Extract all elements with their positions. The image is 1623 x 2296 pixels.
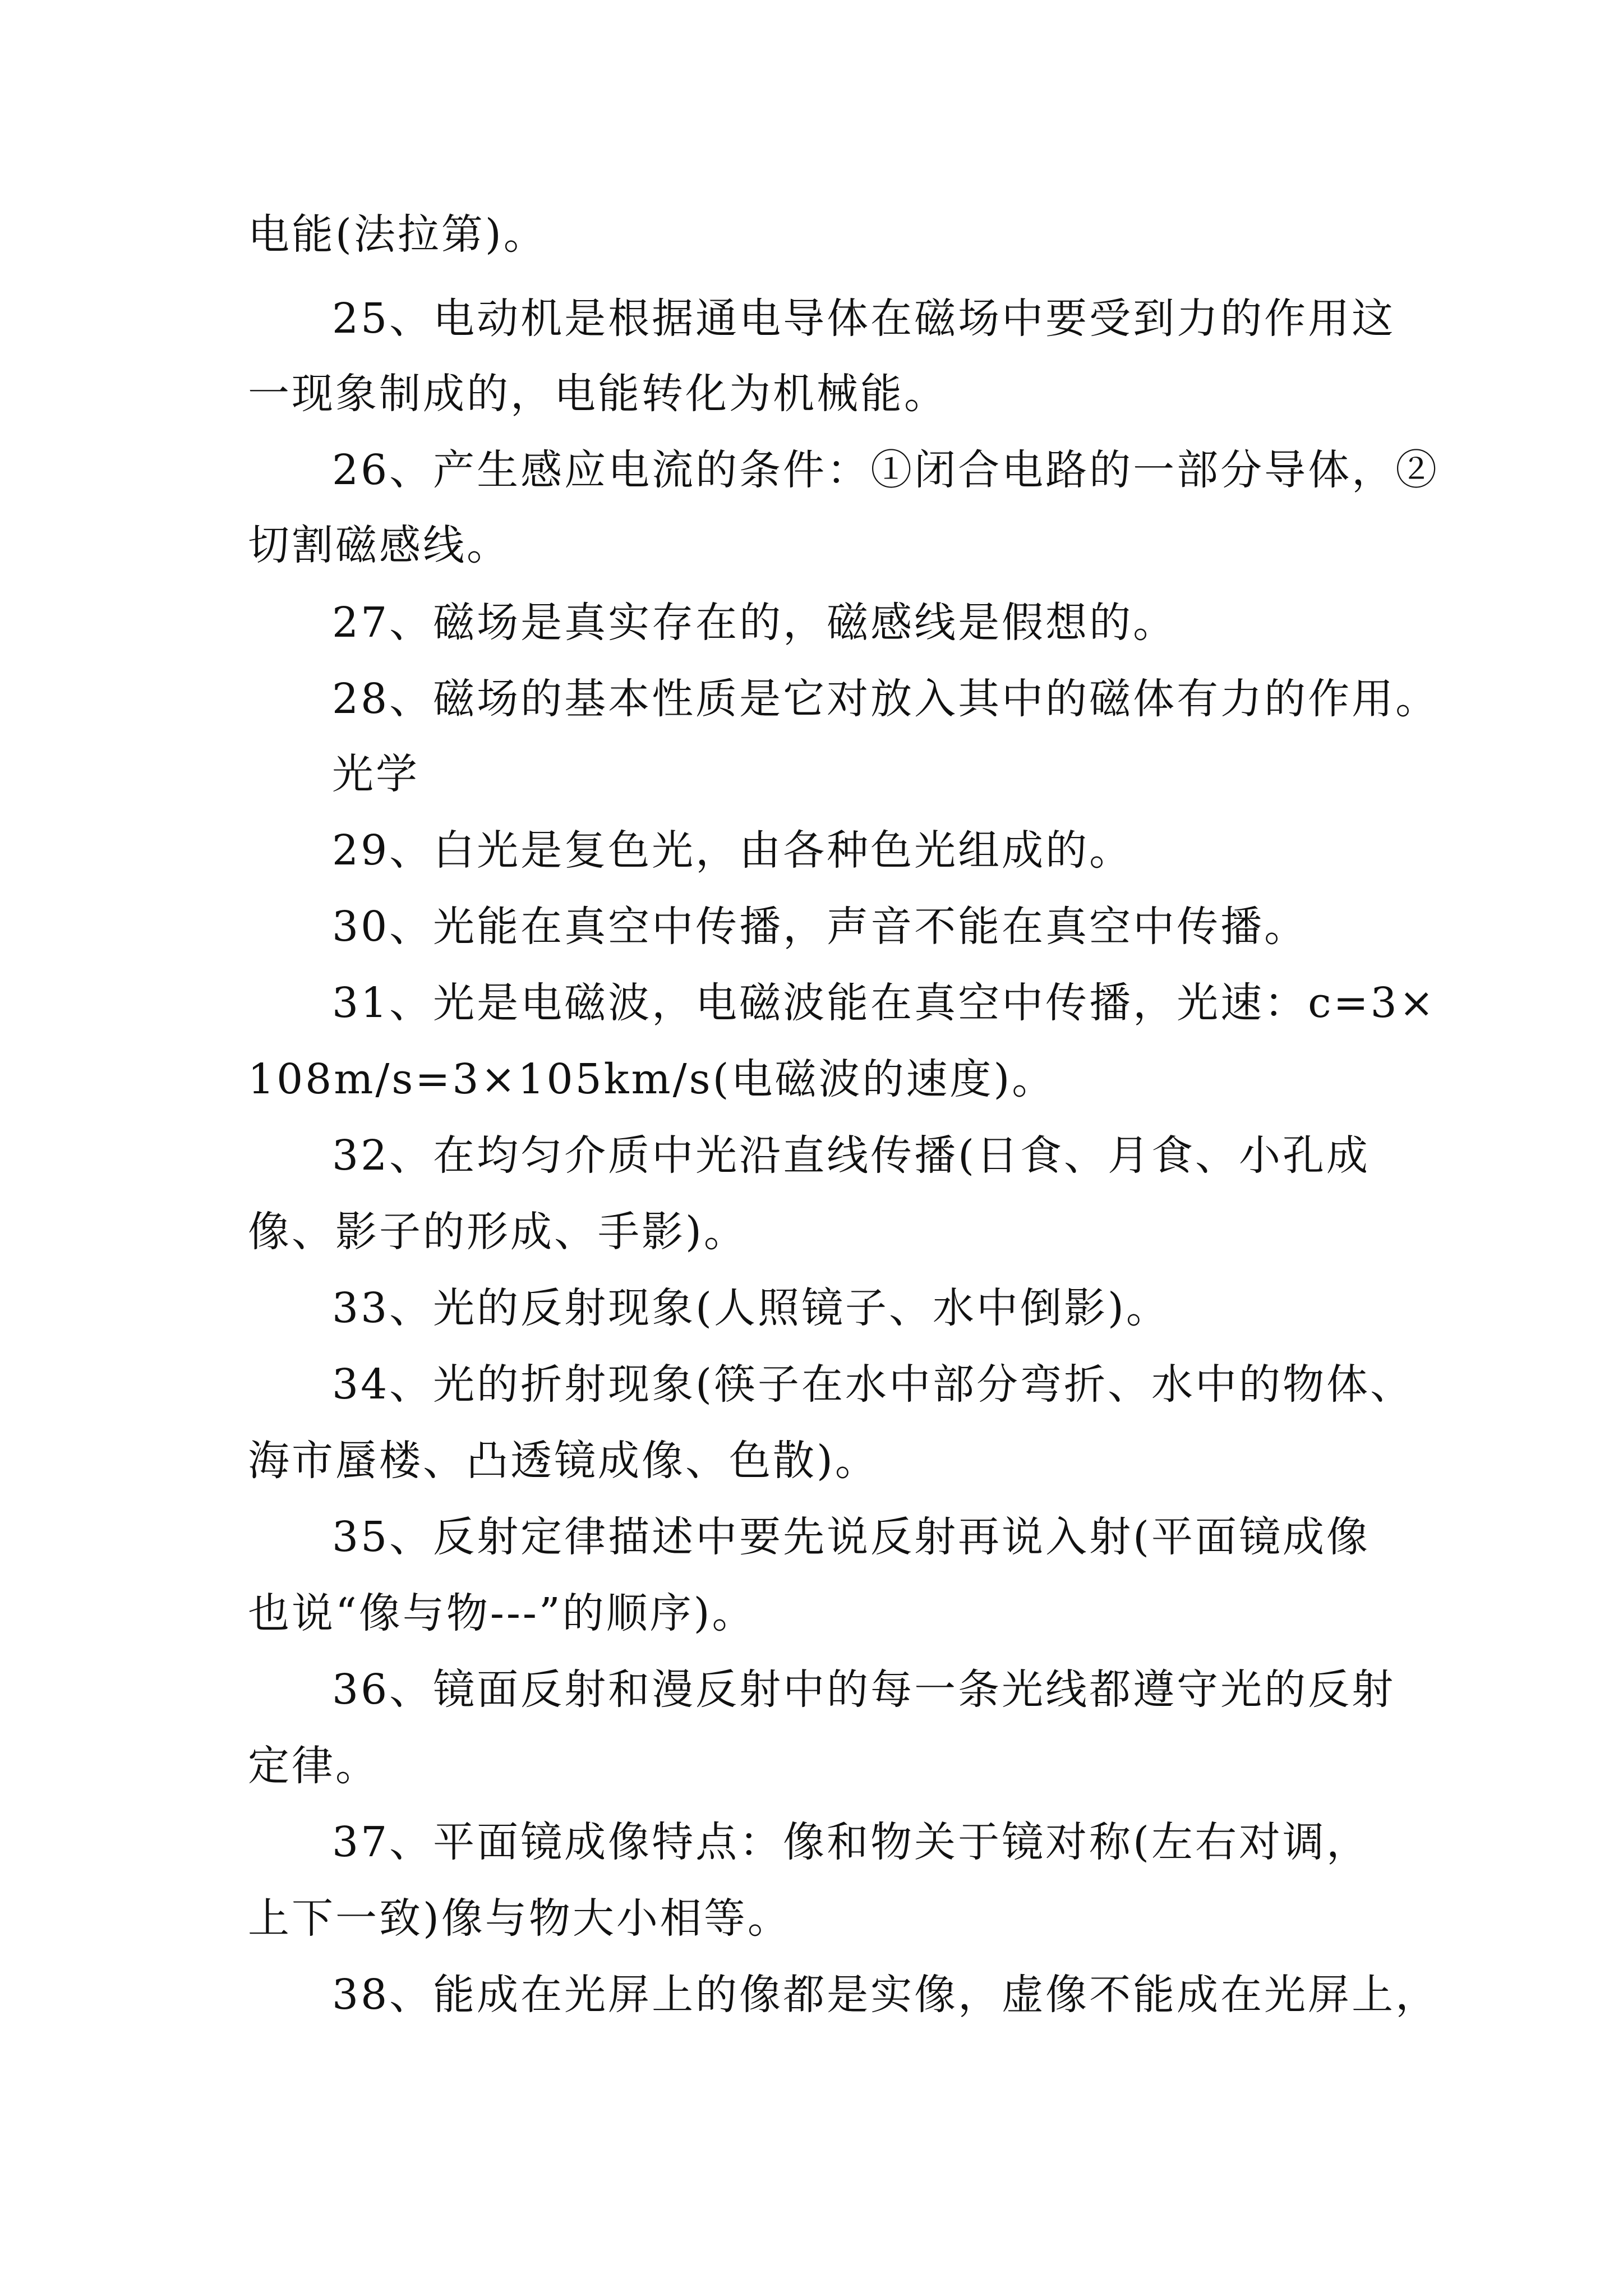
text-line: 像、影子的形成、手影)。 [248, 1208, 748, 1256]
text-line: 37、平面镜成像特点：像和物关于镜对称(左右对调， [332, 1818, 1371, 1866]
text-line: 海市蜃楼、凸透镜成像、色散)。 [248, 1437, 879, 1485]
text-line: 36、镜面反射和漫反射中的每一条光线都遵守光的反射 [332, 1665, 1396, 1714]
text-line: 上下一致)像与物大小相等。 [248, 1894, 791, 1943]
text-line: 26、产生感应电流的条件：①闭合电路的一部分导体，② [332, 446, 1440, 494]
text-line: 32、在均匀介质中光沿直线传播(日食、月食、小孔成 [332, 1131, 1371, 1180]
text-line: 定律。 [248, 1742, 379, 1790]
text-line: 25、电动机是根据通电导体在磁场中要受到力的作用这 [332, 295, 1396, 343]
text-line: 电能(法拉第)。 [248, 210, 547, 259]
text-line: 29、白光是复色光，由各种色光组成的。 [332, 826, 1133, 875]
text-line: 38、能成在光屏上的像都是实像，虚像不能成在光屏上， [332, 1971, 1440, 2019]
text-line: 切割磁感线。 [248, 521, 510, 569]
text-line: 31、光是电磁波，电磁波能在真空中传播，光速：c=3× [332, 979, 1436, 1027]
text-line: 28、磁场的基本性质是它对放入其中的磁体有力的作用。 [332, 675, 1440, 723]
text-line: 30、光能在真空中传播，声音不能在真空中传播。 [332, 903, 1308, 951]
text-line: 34、光的折射现象(筷子在水中部分弯折、水中的物体、 [332, 1360, 1414, 1409]
section-heading: 光学 [332, 750, 419, 798]
text-line: 一现象制成的，电能转化为机械能。 [248, 370, 948, 418]
text-line: 35、反射定律描述中要先说反射再说入射(平面镜成像 [332, 1513, 1371, 1561]
text-line: 也说“像与物---”的顺序)。 [248, 1589, 756, 1637]
text-line: 33、光的反射现象(人照镜子、水中倒影)。 [332, 1284, 1170, 1332]
text-line: 27、磁场是真实存在的，磁感线是假想的。 [332, 599, 1177, 647]
text-line: 108m/s=3×105km/s(电磁波的速度)。 [248, 1055, 1056, 1103]
